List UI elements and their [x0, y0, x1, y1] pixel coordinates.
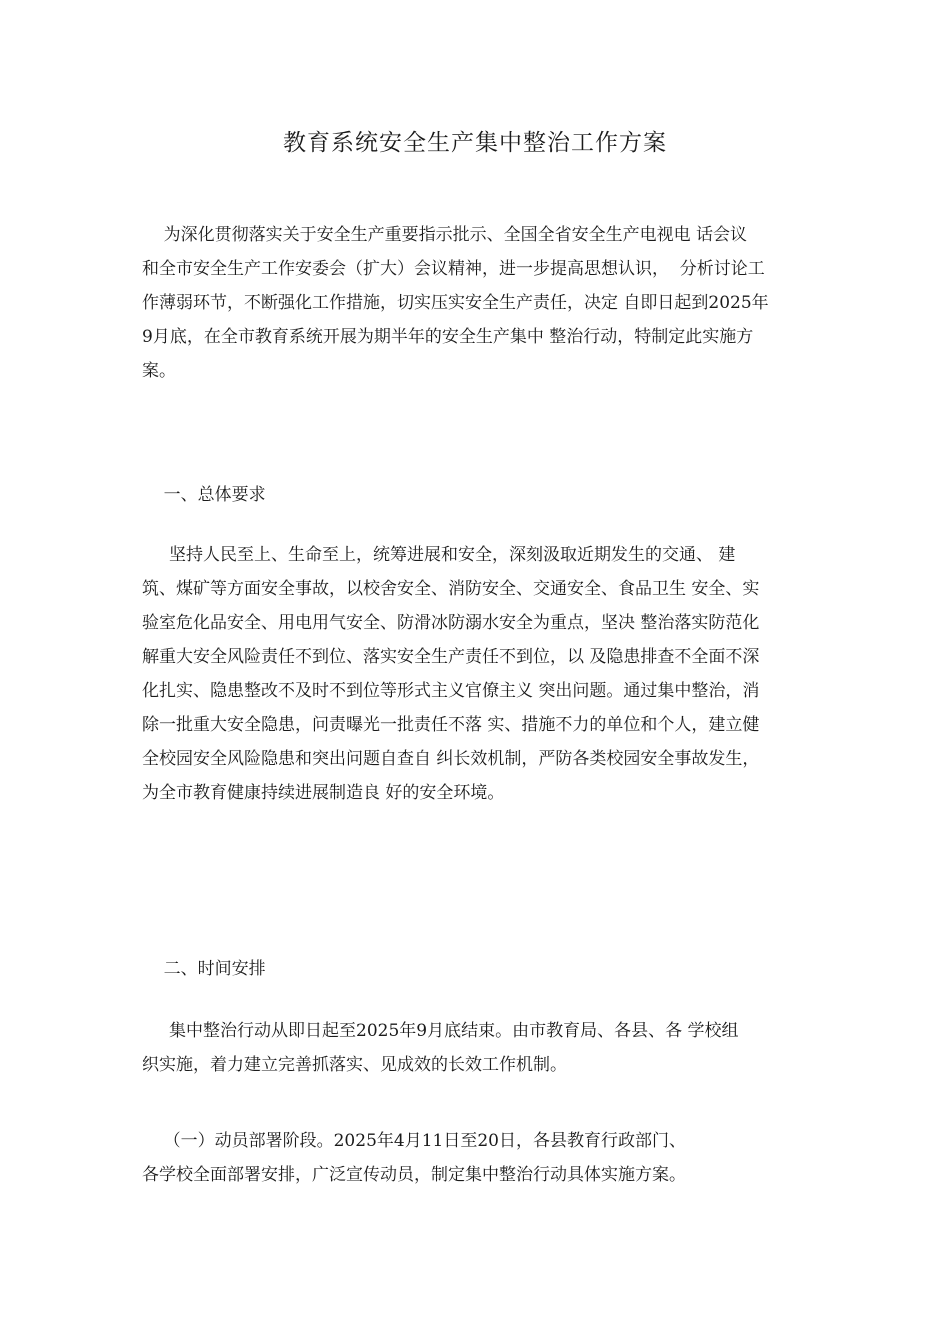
stage1-line: （一）动员部署阶段。2025年4月11日至20日，各县教育行政部门、 [142, 1131, 686, 1151]
section2-paragraph [142, 1014, 817, 1082]
section1-line: 坚持人民至上、生命至上，统筹进展和安全，深刻汲取近期发生的交通、 建 [142, 545, 736, 565]
stage1-paragraph [142, 1124, 817, 1192]
document-title: 教育系统安全生产集中整治工作方案 [283, 130, 667, 156]
section1-line: 为全市教育健康持续进展制造良 好的安全环境。 [142, 783, 505, 803]
intro-line: 9月底，在全市教育系统开展为期半年的安全生产集中 整治行动，特制定此实施方 [142, 327, 754, 347]
intro-line: 为深化贯彻落实关于安全生产重要指示批示、全国全省安全生产电视电 话会议 [142, 225, 748, 245]
section1-paragraph [142, 538, 817, 810]
section2-line: 集中整治行动从即日起至2025年9月底结束。由市教育局、各县、各 学校组 [142, 1021, 739, 1041]
stage1-line: 各学校全面部署安排，广泛宣传动员，制定集中整治行动具体实施方案。 [142, 1165, 686, 1185]
section1-line: 验室危化品安全、用电用气安全、防滑冰防溺水安全为重点，坚决 整治落实防范化 [142, 613, 760, 633]
section1-line: 筑、煤矿等方面安全事故，以校舍安全、消防安全、交通安全、食品卫生 安全、实 [142, 579, 760, 599]
section-heading-time-schedule: 二、时间安排 [142, 959, 266, 979]
intro-line: 案。 [142, 361, 176, 381]
section1-line: 全校园安全风险隐患和突出问题自查自 纠长效机制，严防各类校园安全事故发生， [142, 749, 760, 769]
intro-line: 作薄弱环节，不断强化工作措施，切实压实安全生产责任，决定 自即日起到2025年 [142, 293, 769, 313]
section2-line: 织实施，着力建立完善抓落实、见成效的长效工作机制。 [142, 1055, 567, 1075]
section1-line: 化扎实、隐患整改不及时不到位等形式主义官僚主义 突出问题。通过集中整治，消 [142, 681, 760, 701]
intro-paragraph [142, 218, 817, 388]
section-heading-general-requirements: 一、总体要求 [142, 485, 266, 505]
intro-line: 和全市安全生产工作安委会（扩大）会议精神，进一步提高思想认识， 分析讨论工 [142, 259, 765, 279]
section1-line: 除一批重大安全隐患，问责曝光一批责任不落 实、措施不力的单位和个人，建立健 [142, 715, 760, 735]
section1-line: 解重大安全风险责任不到位、落实安全生产责任不到位，以 及隐患排查不全面不深 [142, 647, 760, 667]
